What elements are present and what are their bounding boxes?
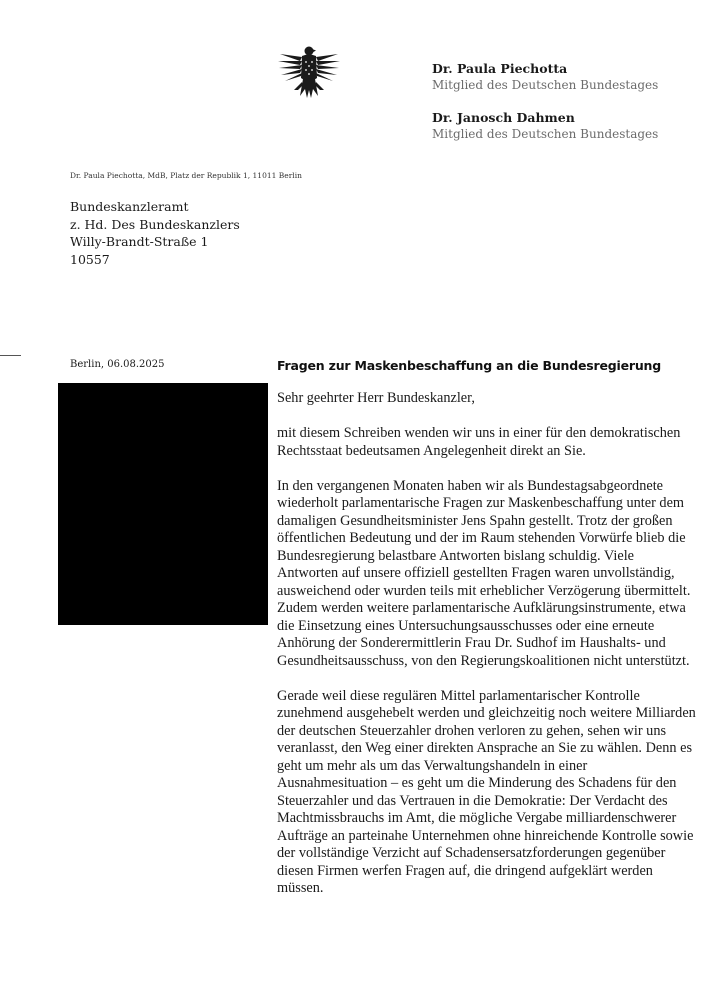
- letter-date: Berlin, 06.08.2025: [70, 359, 165, 370]
- letter-subject: Fragen zur Maskenbeschaffung an die Bundesregierung: [277, 358, 661, 373]
- member-role: Mitglied des Deutschen Bundestages: [432, 127, 659, 141]
- body-paragraph: In den vergangenen Monaten haben wir als Bundestagsabgeordnete wiederholt parlamentarische Fragen zur Maskenbeschaffung unter dem damaligen Gesundheitsminister Jens Spahn gestellt. Trotz der großen öffentlichen Bedeutung und der im Raum stehenden Vorwürfe blieb die Bundesregierung belastbare Antworten bislang schuldig. Viele Antworten auf unsere offiziell gestellten Fragen waren unvollständig, ausweichend oder wurden teils mit erheblicher Verzögerung übermittelt. Zudem werden weitere parlamentarische Aufklärungsinstrumente, etwa die Einsetzung eines Untersuchungsausschusses oder eine erneute Anhörung der Sonderermittlerin Frau Dr. Sudhof im Haushalts- und Gesundheitsausschuss, von den Regierungskoalitionen nicht unterstützt.: [277, 477, 691, 669]
- salutation: Sehr geehrter Herr Bundeskanzler,: [277, 390, 475, 406]
- recipient-line: z. Hd. Des Bundeskanzlers: [70, 216, 240, 232]
- member-block-dahmen: [432, 109, 702, 143]
- body-paragraph: Gerade weil diese regulären Mittel parlamentarischer Kontrolle zunehmend ausgehebelt werden und gleichzeitig noch weitere Milliarden der deutschen Steuerzahler drohen verloren zu gehen, sehen wir uns veranlasst, den Weg einer direkten Ansprache an Sie zu wählen. Denn es geht um mehr als um das Verwaltungshandeln in einer Ausnahmesituation – es geht um die Minderung des Schadens für den Steuerzahler und das Vertrauen in die Demokratie: Der Verdacht des Machtmissbrauchs im Amt, die mögliche Vergabe milliardenschwerer Aufträge an parteinahe Unternehmen ohne hinreichende Kontrolle sowie der vollständige Verzicht auf Schadensersatzforderungen gegenüber diesen Firmen werfen Fragen auf, die dringend aufgeklärt werden müssen.: [277, 687, 696, 896]
- body-paragraph: mit diesem Schreiben wenden wir uns in einer für den demokratischen Rechtsstaat bedeutsamen Angelegenheit direkt an Sie.: [277, 425, 681, 459]
- member-name: Dr. Paula Piechotta: [432, 61, 568, 76]
- bundesadler-icon: [276, 44, 342, 102]
- recipient-address: [70, 198, 240, 268]
- fold-mark: [0, 355, 21, 356]
- recipient-line: Willy-Brandt-Straße 1: [70, 234, 209, 249]
- member-block-piechotta: [432, 60, 702, 94]
- member-role: Mitglied des Deutschen Bundestages: [432, 78, 659, 92]
- sender-return-line: Dr. Paula Piechotta, MdB, Platz der Republik 1, 11011 Berlin: [70, 171, 302, 180]
- recipient-line: 10557: [70, 251, 110, 267]
- letter-body: [277, 390, 697, 915]
- member-name: Dr. Janosch Dahmen: [432, 110, 575, 125]
- redaction-block: [58, 383, 268, 625]
- recipient-line: Bundeskanzleramt: [70, 199, 189, 214]
